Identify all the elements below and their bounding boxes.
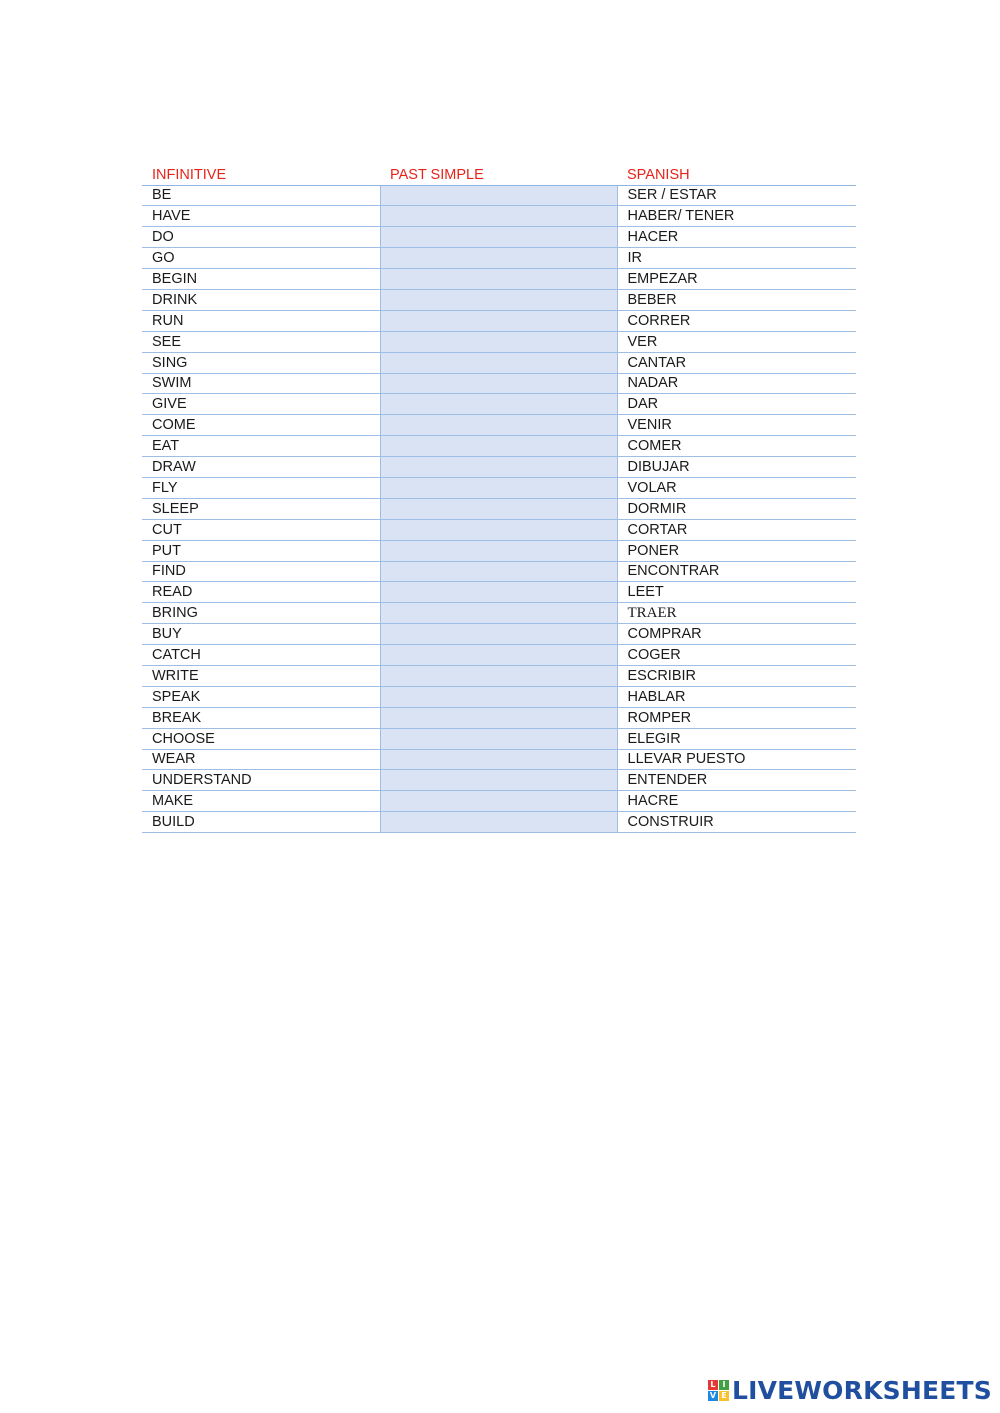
past-simple-input[interactable] — [391, 374, 617, 394]
table-row — [142, 707, 856, 728]
spanish-cell: CORTAR — [617, 519, 856, 540]
table-row — [142, 457, 856, 478]
infinitive-cell: FIND — [142, 561, 380, 582]
past-simple-input[interactable] — [391, 415, 617, 435]
past-simple-cell[interactable] — [380, 770, 617, 791]
infinitive-cell: CUT — [142, 519, 380, 540]
table-row — [142, 185, 856, 206]
spanish-cell: LEET — [617, 582, 856, 603]
past-simple-cell[interactable] — [380, 498, 617, 519]
verb-table — [142, 160, 856, 833]
past-simple-cell[interactable] — [380, 352, 617, 373]
infinitive-cell: SING — [142, 352, 380, 373]
spanish-cell: PONER — [617, 540, 856, 561]
infinitive-cell: DO — [142, 227, 380, 248]
table-row — [142, 603, 856, 624]
past-simple-cell[interactable] — [380, 582, 617, 603]
infinitive-cell: SLEEP — [142, 498, 380, 519]
table-row — [142, 561, 856, 582]
past-simple-input[interactable] — [391, 812, 617, 832]
spanish-cell: CONSTRUIR — [617, 812, 856, 833]
past-simple-input[interactable] — [391, 186, 617, 206]
spanish-cell: COGER — [617, 645, 856, 666]
past-simple-cell[interactable] — [380, 227, 617, 248]
past-simple-input[interactable] — [391, 206, 617, 226]
infinitive-cell: PUT — [142, 540, 380, 561]
spanish-cell: HABLAR — [617, 686, 856, 707]
spanish-cell: IR — [617, 248, 856, 269]
table-header-row — [142, 160, 856, 185]
past-simple-input[interactable] — [391, 394, 617, 414]
spanish-cell: DORMIR — [617, 498, 856, 519]
spanish-cell: VOLAR — [617, 477, 856, 498]
spanish-cell: VENIR — [617, 415, 856, 436]
table-row — [142, 540, 856, 561]
past-simple-cell[interactable] — [380, 415, 617, 436]
spanish-cell: ENCONTRAR — [617, 561, 856, 582]
table-row — [142, 331, 856, 352]
table-row — [142, 269, 856, 290]
past-simple-input[interactable] — [391, 311, 617, 331]
past-simple-input[interactable] — [391, 269, 617, 289]
table-body — [142, 185, 856, 833]
logo-tile: I — [719, 1380, 729, 1390]
spanish-cell: BEBER — [617, 289, 856, 310]
table-row — [142, 477, 856, 498]
past-simple-cell[interactable] — [380, 248, 617, 269]
infinitive-cell: SWIM — [142, 373, 380, 394]
infinitive-cell: MAKE — [142, 791, 380, 812]
spanish-cell: EMPEZAR — [617, 269, 856, 290]
past-simple-input[interactable] — [391, 520, 617, 540]
past-simple-cell[interactable] — [380, 540, 617, 561]
spanish-cell: HACRE — [617, 791, 856, 812]
liveworksheets-mark-icon — [708, 1380, 729, 1401]
spanish-cell: DAR — [617, 394, 856, 415]
past-simple-cell[interactable] — [380, 310, 617, 331]
logo-tile: L — [708, 1380, 718, 1390]
infinitive-cell: BRING — [142, 603, 380, 624]
infinitive-cell: DRAW — [142, 457, 380, 478]
spanish-cell: NADAR — [617, 373, 856, 394]
infinitive-cell: UNDERSTAND — [142, 770, 380, 791]
table-row — [142, 791, 856, 812]
infinitive-cell: EAT — [142, 436, 380, 457]
past-simple-input[interactable] — [391, 541, 617, 561]
infinitive-cell: READ — [142, 582, 380, 603]
infinitive-cell: BUILD — [142, 812, 380, 833]
infinitive-cell: CATCH — [142, 645, 380, 666]
past-simple-input[interactable] — [391, 227, 617, 247]
past-simple-input[interactable] — [391, 770, 617, 790]
past-simple-cell[interactable] — [380, 436, 617, 457]
infinitive-cell: BREAK — [142, 707, 380, 728]
past-simple-input[interactable] — [391, 645, 617, 665]
past-simple-cell[interactable] — [380, 749, 617, 770]
past-simple-cell[interactable] — [380, 457, 617, 478]
past-simple-cell[interactable] — [380, 624, 617, 645]
past-simple-input[interactable] — [391, 478, 617, 498]
past-simple-cell[interactable] — [380, 728, 617, 749]
infinitive-cell: BEGIN — [142, 269, 380, 290]
spanish-cell: ROMPER — [617, 707, 856, 728]
infinitive-cell: SPEAK — [142, 686, 380, 707]
past-simple-input[interactable] — [391, 332, 617, 352]
past-simple-input[interactable] — [391, 791, 617, 811]
infinitive-cell: DRINK — [142, 289, 380, 310]
infinitive-cell: CHOOSE — [142, 728, 380, 749]
past-simple-input[interactable] — [391, 666, 617, 686]
spanish-cell: COMPRAR — [617, 624, 856, 645]
past-simple-cell[interactable] — [380, 331, 617, 352]
header-infinitive: INFINITIVE — [142, 160, 380, 185]
infinitive-cell: FLY — [142, 477, 380, 498]
table-row — [142, 373, 856, 394]
past-simple-cell[interactable] — [380, 519, 617, 540]
past-simple-cell[interactable] — [380, 373, 617, 394]
table-row — [142, 582, 856, 603]
past-simple-cell[interactable] — [380, 603, 617, 624]
past-simple-cell[interactable] — [380, 185, 617, 206]
spanish-cell: HACER — [617, 227, 856, 248]
spanish-cell: ESCRIBIR — [617, 665, 856, 686]
table-row — [142, 498, 856, 519]
table-row — [142, 310, 856, 331]
brand-name: LIVEWORKSHEETS — [731, 1376, 992, 1405]
spanish-cell: CORRER — [617, 310, 856, 331]
spanish-cell: ELEGIR — [617, 728, 856, 749]
past-simple-cell[interactable] — [380, 791, 617, 812]
table-row — [142, 394, 856, 415]
past-simple-cell[interactable] — [380, 269, 617, 290]
logo-tile: V — [709, 1391, 717, 1400]
infinitive-cell: WEAR — [142, 749, 380, 770]
past-simple-cell[interactable] — [380, 686, 617, 707]
spanish-cell: TRAER — [617, 603, 856, 624]
past-simple-input[interactable] — [391, 750, 617, 770]
infinitive-cell: BE — [142, 185, 380, 206]
past-simple-input[interactable] — [391, 624, 617, 644]
table-row — [142, 728, 856, 749]
table-row — [142, 645, 856, 666]
past-simple-input[interactable] — [391, 562, 617, 582]
spanish-cell: DIBUJAR — [617, 457, 856, 478]
table-row — [142, 289, 856, 310]
table-row — [142, 436, 856, 457]
header-past-simple: PAST SIMPLE — [380, 160, 617, 185]
spanish-cell: LLEVAR PUESTO — [617, 749, 856, 770]
past-simple-cell[interactable] — [380, 206, 617, 227]
past-simple-input[interactable] — [391, 603, 617, 623]
past-simple-input[interactable] — [391, 457, 617, 477]
past-simple-input[interactable] — [391, 687, 617, 707]
spanish-cell: COMER — [617, 436, 856, 457]
past-simple-input[interactable] — [391, 353, 617, 373]
spanish-cell: SER / ESTAR — [617, 185, 856, 206]
table-row — [142, 749, 856, 770]
past-simple-input[interactable] — [391, 499, 617, 519]
infinitive-cell: SEE — [142, 331, 380, 352]
past-simple-cell[interactable] — [380, 394, 617, 415]
past-simple-input[interactable] — [391, 290, 617, 310]
past-simple-cell[interactable] — [380, 812, 617, 833]
table-row — [142, 686, 856, 707]
table-row — [142, 415, 856, 436]
past-simple-cell[interactable] — [380, 645, 617, 666]
header-spanish: SPANISH — [617, 160, 856, 185]
infinitive-cell: BUY — [142, 624, 380, 645]
past-simple-input[interactable] — [391, 248, 617, 268]
table-row — [142, 352, 856, 373]
past-simple-input[interactable] — [391, 436, 617, 456]
table-row — [142, 812, 856, 833]
verb-table-sheet — [142, 160, 856, 833]
table-row — [142, 519, 856, 540]
past-simple-input[interactable] — [391, 582, 617, 602]
table-row — [142, 770, 856, 791]
table-row — [142, 227, 856, 248]
table-row — [142, 248, 856, 269]
infinitive-cell: HAVE — [142, 206, 380, 227]
infinitive-cell: GO — [142, 248, 380, 269]
infinitive-cell: COME — [142, 415, 380, 436]
past-simple-input[interactable] — [391, 729, 617, 749]
logo-tile: E — [719, 1391, 729, 1401]
spanish-cell: VER — [617, 331, 856, 352]
table-row — [142, 206, 856, 227]
table-row — [142, 665, 856, 686]
past-simple-cell[interactable] — [380, 289, 617, 310]
past-simple-cell[interactable] — [380, 477, 617, 498]
past-simple-cell[interactable] — [380, 707, 617, 728]
table-row — [142, 624, 856, 645]
past-simple-cell[interactable] — [380, 561, 617, 582]
spanish-cell: HABER/ TENER — [617, 206, 856, 227]
spanish-cell: CANTAR — [617, 352, 856, 373]
past-simple-input[interactable] — [391, 708, 617, 728]
infinitive-cell: RUN — [142, 310, 380, 331]
spanish-cell: ENTENDER — [617, 770, 856, 791]
liveworksheets-logo — [708, 1376, 992, 1405]
infinitive-cell: WRITE — [142, 665, 380, 686]
infinitive-cell: GIVE — [142, 394, 380, 415]
past-simple-cell[interactable] — [380, 665, 617, 686]
